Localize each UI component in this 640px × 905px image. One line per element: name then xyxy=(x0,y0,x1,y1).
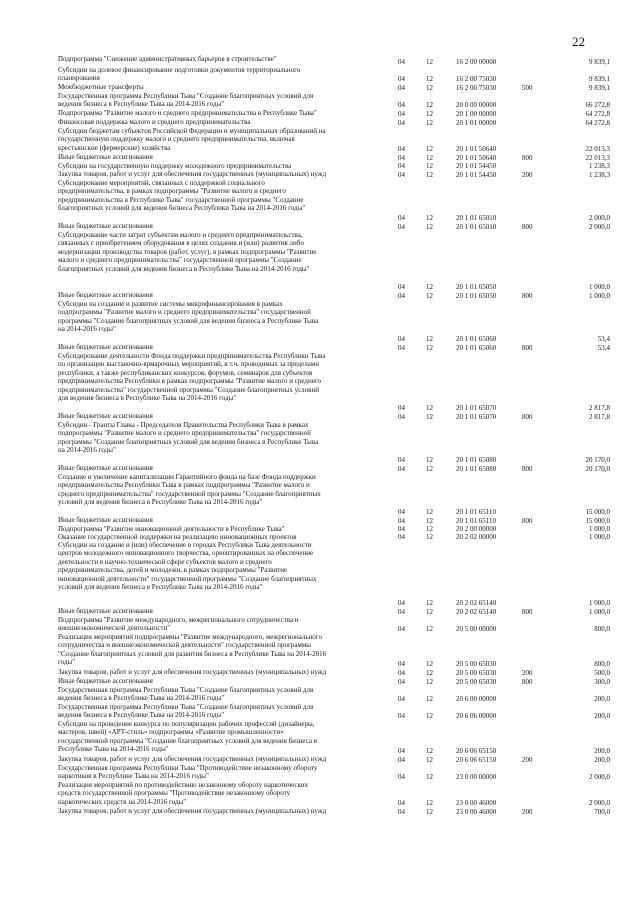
target-article-code: 20 1 01 65050 xyxy=(456,291,497,300)
table-row xyxy=(0,686,640,703)
amount: 22 013,3 xyxy=(585,153,610,162)
section-code: 12 xyxy=(426,455,433,464)
amount: 200,0 xyxy=(594,711,610,720)
amount: 2 000,0 xyxy=(589,222,610,231)
amount: 15 000,0 xyxy=(585,516,610,525)
target-article-code: 20 1 01 65080 xyxy=(456,455,497,464)
amount: 20 170,0 xyxy=(585,464,610,473)
target-article-code: 20 1 01 65010 xyxy=(456,213,497,222)
amount: 800,0 xyxy=(594,659,610,668)
section-code: 12 xyxy=(426,516,433,525)
amount: 1 000,0 xyxy=(589,607,610,616)
row-description: Государственная программа Республики Тыва "Создание благоприятных условий для ведения бизнеса в Республике Тыва на 2014-2016 годы" xyxy=(58,686,314,703)
target-article-code: 20 5 00 65030 xyxy=(456,659,497,668)
row-description: Иные бюджетные ассигнования xyxy=(58,291,153,299)
section-code: 12 xyxy=(426,109,433,118)
target-article-code: 20 1 01 65060 xyxy=(456,334,497,343)
target-article-code: 20 1 01 65060 xyxy=(456,343,497,352)
row-description: Субсидии на проведение конкурса по популяризации рабочих профессий (дизайнеры, мастеров, швей) «АРТ-стиль» подпрограммы «Развитие промышленности» государственной программы "Создание благоприятных условий для ведения бизнеса в Республике Тыва на 2014-2016 годы" xyxy=(58,720,318,754)
section-code: 12 xyxy=(426,57,433,66)
section-code: 12 xyxy=(426,507,433,516)
section-code: 12 xyxy=(426,412,433,421)
expense-type-code: 200 xyxy=(522,170,533,179)
amount: 53,4 xyxy=(597,343,610,352)
target-article-code: 20 6 06 65150 xyxy=(456,746,497,755)
section-code: 12 xyxy=(426,524,433,533)
section-code: 12 xyxy=(426,153,433,162)
table-row xyxy=(0,464,640,473)
row-description: Закупка товаров, работ и услуг для обеспечения государственных (муниципальных) нужд xyxy=(58,755,327,763)
ved-code: 04 xyxy=(398,144,405,153)
ved-code: 04 xyxy=(398,100,405,109)
expense-type-code: 800 xyxy=(522,677,533,686)
target-article-code: 16 2 00 75030 xyxy=(456,74,497,83)
section-code: 12 xyxy=(426,291,433,300)
table-row xyxy=(0,127,640,153)
table-row xyxy=(0,764,640,781)
row-description: Подпрограмма "Развитие международного, межрегионального сотрудничества и внешнеэкономической деятельности" xyxy=(58,616,299,633)
table-row xyxy=(0,92,640,109)
ved-code: 04 xyxy=(398,532,405,541)
target-article-code: 20 2 02 65140 xyxy=(456,598,497,607)
ved-code: 04 xyxy=(398,282,405,291)
target-article-code: 20 2 02 65140 xyxy=(456,607,497,616)
ved-code: 04 xyxy=(398,455,405,464)
ved-code: 04 xyxy=(398,711,405,720)
table-row xyxy=(0,633,640,668)
amount: 1 238,3 xyxy=(589,161,610,170)
target-article-code: 20 1 01 65050 xyxy=(456,282,497,291)
ved-code: 04 xyxy=(398,516,405,525)
ved-code: 04 xyxy=(398,334,405,343)
amount: 15 000,0 xyxy=(585,507,610,516)
ved-code: 04 xyxy=(398,74,405,83)
target-article-code: 20 6 06 00000 xyxy=(456,711,497,720)
section-code: 12 xyxy=(426,598,433,607)
ved-code: 04 xyxy=(398,170,405,179)
amount: 200,0 xyxy=(594,746,610,755)
row-description: Иные бюджетные ассигнования xyxy=(58,607,153,615)
amount: 9 839,1 xyxy=(589,57,610,66)
section-code: 12 xyxy=(426,659,433,668)
target-article-code: 20 2 02 00000 xyxy=(456,532,497,541)
target-article-code: 20 1 01 65070 xyxy=(456,412,497,421)
ved-code: 04 xyxy=(398,694,405,703)
table-row xyxy=(0,616,640,633)
table-row xyxy=(0,170,640,179)
ved-code: 04 xyxy=(398,624,405,633)
row-description: Финансовая поддержка малого и среднего предпринимательства xyxy=(58,118,251,126)
target-article-code: 20 1 01 50640 xyxy=(456,144,497,153)
table-row xyxy=(0,525,640,533)
ved-code: 04 xyxy=(398,57,405,66)
section-code: 12 xyxy=(426,213,433,222)
amount: 1 238,3 xyxy=(589,170,610,179)
row-description: Субсидии на создание и (или) обеспечение в городах Республики Тыва деятельности центров молодежного инновационного творчества, ориентированных на обеспечение деятельности в научно-технической сфере субъектов малого и среднего предпринимательства, детей и молодежи, в рамках подпрограммы "Развитие инновационной деятельности" государственной программы "Создание благоприятных условий для ведения бизнеса в Республике Тыва на 2014-2016 годы" xyxy=(58,541,317,592)
section-code: 12 xyxy=(426,144,433,153)
table-row xyxy=(0,720,640,755)
ved-code: 04 xyxy=(398,412,405,421)
amount: 1 000,0 xyxy=(589,532,610,541)
expense-type-code: 800 xyxy=(522,291,533,300)
amount: 800,0 xyxy=(594,624,610,633)
table-row xyxy=(0,541,640,607)
section-code: 12 xyxy=(426,74,433,83)
row-description: Реализация мероприятий по противодействию незаконному обороту наркотических средств государственной программы "Противодействие незаконному обороту наркотических средств на 2014-2016 годы" xyxy=(58,781,309,806)
table-row xyxy=(0,677,640,686)
ved-code: 04 xyxy=(398,598,405,607)
table-row xyxy=(0,222,640,231)
row-description: Межбюджетные трансферты xyxy=(58,83,144,91)
target-article-code: 23 0 00 46000 xyxy=(456,807,497,816)
ved-code: 04 xyxy=(398,161,405,170)
row-description: Иные бюджетные ассигнования xyxy=(58,516,153,524)
ved-code: 04 xyxy=(398,222,405,231)
amount: 1 000,0 xyxy=(589,282,610,291)
row-description: Иные бюджетные ассигнования xyxy=(58,464,153,472)
amount: 300,0 xyxy=(594,677,610,686)
ved-code: 04 xyxy=(398,109,405,118)
table-row xyxy=(0,533,640,541)
table-row xyxy=(0,300,640,343)
row-description: Подпрограмма "Снижение административных барьеров в строительстве" xyxy=(58,55,277,63)
row-description: Закупка товаров, работ и услуг для обеспечения государственных (муниципальных) нужд xyxy=(58,170,327,178)
ved-code: 04 xyxy=(398,607,405,616)
row-description: Иные бюджетные ассигнования xyxy=(58,153,153,161)
section-code: 12 xyxy=(426,161,433,170)
table-row xyxy=(0,668,640,677)
table-row xyxy=(0,118,640,127)
ved-code: 04 xyxy=(398,807,405,816)
table-row xyxy=(0,781,640,807)
target-article-code: 20 5 00 65030 xyxy=(456,668,497,677)
section-code: 12 xyxy=(426,711,433,720)
target-article-code: 16 2 00 75030 xyxy=(456,83,497,92)
row-description: Субсидии - Гранты Главы - Председателя Правительства Республики Тыва в рамках подпрограммы "Развитие малого и среднего предпринимательства" государственной программы "Создание благоприятных условий для ведения бизнеса в Республике Тыва на 2014-2016 годы" xyxy=(58,421,319,455)
target-article-code: 20 6 06 65150 xyxy=(456,755,497,764)
ved-code: 04 xyxy=(398,213,405,222)
table-row xyxy=(0,55,640,66)
section-code: 12 xyxy=(426,772,433,781)
amount: 64 272,8 xyxy=(585,109,610,118)
row-description: Субсидирование мероприятий, связанных с поддержкой социального предпринимательства, в рамках подпрограммы "Развитие малого и среднего предпринимательства в Республике Тыва" государственной программы "Создание благоприятных условий для ведения бизнеса Республики Тыва на 2014-2016 годы" xyxy=(58,179,306,213)
target-article-code: 20 6 00 00000 xyxy=(456,694,497,703)
table-row xyxy=(0,109,640,118)
expense-type-code: 200 xyxy=(522,668,533,677)
table-row xyxy=(0,703,640,720)
target-article-code: 20 0 00 00000 xyxy=(456,100,497,109)
row-description: Субсидии на создание и развитие системы микрофинансирования в рамках подпрограммы "Развитие малого и среднего предпринимательства" государственной программы "Создание благоприятных условий для ведения бизнеса в Республике Тыва на 2014-2016 годы" xyxy=(58,300,319,334)
row-description: Иные бюджетные ассигнования xyxy=(58,222,153,230)
amount: 9 839,1 xyxy=(589,74,610,83)
section-code: 12 xyxy=(426,282,433,291)
section-code: 12 xyxy=(426,755,433,764)
expense-type-code: 800 xyxy=(522,153,533,162)
section-code: 12 xyxy=(426,83,433,92)
amount: 2 000,0 xyxy=(589,213,610,222)
target-article-code: 20 5 00 65030 xyxy=(456,677,497,686)
table-row xyxy=(0,153,640,162)
ved-code: 04 xyxy=(398,668,405,677)
ved-code: 04 xyxy=(398,464,405,473)
row-description: Иные бюджетные ассигнования xyxy=(58,343,153,351)
section-code: 12 xyxy=(426,746,433,755)
amount: 20 170,0 xyxy=(585,455,610,464)
ved-code: 04 xyxy=(398,659,405,668)
expense-type-code: 500 xyxy=(522,83,533,92)
target-article-code: 20 1 00 00000 xyxy=(456,109,497,118)
target-article-code: 20 2 00 00000 xyxy=(456,524,497,533)
ved-code: 04 xyxy=(398,153,405,162)
row-description: Государственная программа Республики Тыва "Создание благоприятных условий для ведения бизнеса в Республике Тыва на 2014-2016 годы" xyxy=(58,703,314,720)
expense-type-code: 200 xyxy=(522,807,533,816)
ved-code: 04 xyxy=(398,524,405,533)
target-article-code: 20 1 01 65110 xyxy=(456,507,496,516)
row-description: Создание и увеличение капитализации Гарантийного фонда на базе Фонда поддержки предпринимательства Республики Тыва в рамках подпрограммы "Развитие малого и среднего предпринимательства" государственной программы "Создание благоприятных условий для ведения бизнеса в Республике Тыва на 2014-2016 годы" xyxy=(58,473,321,507)
expense-type-code: 800 xyxy=(522,607,533,616)
table-row xyxy=(0,66,640,83)
section-code: 12 xyxy=(426,100,433,109)
section-code: 12 xyxy=(426,403,433,412)
section-code: 12 xyxy=(426,170,433,179)
row-description: Подпрограмма "Развитие инновационной деятельности в Республике Тыва" xyxy=(58,525,285,533)
row-description: Иные бюджетные ассигнования xyxy=(58,677,153,685)
amount: 200,0 xyxy=(594,694,610,703)
row-description: Государственная программа Республики Тыва "Создание благоприятных условий для ведения бизнеса в Республике Тыва на 2014-2016 годы" xyxy=(58,92,314,109)
table-row xyxy=(0,291,640,300)
row-description: Государственная программа Республики Тыва "Противодействие незаконному обороту наркотиков в Республике Тыва на 2014-2016 годы" xyxy=(58,764,318,781)
row-description: Субсидии на долевое финансирование подготовки документов территориального планирования xyxy=(58,66,301,83)
amount: 1 000,0 xyxy=(589,598,610,607)
target-article-code: 20 1 01 50640 xyxy=(456,153,497,162)
target-article-code: 20 1 01 65080 xyxy=(456,464,497,473)
table-row xyxy=(0,516,640,525)
target-article-code: 20 1 01 65010 xyxy=(456,222,497,231)
ved-code: 04 xyxy=(398,403,405,412)
ved-code: 04 xyxy=(398,746,405,755)
section-code: 12 xyxy=(426,118,433,127)
amount: 9 839,1 xyxy=(589,83,610,92)
expense-type-code: 200 xyxy=(522,755,533,764)
row-description: Субсидирование части затрат субъектам малого и среднего предпринимательства, связанных с приобретением оборудования в целях создания и (или) развития либо модернизации производства товаров (работ, услуг), в рамках подпрограммы "Развитие малого и среднего предпринимательства" государственной программы "Создание благоприятных условий для ведения бизнеса в Республике Тыва на 2014-2016 годы" xyxy=(58,231,317,273)
table-row xyxy=(0,807,640,816)
ved-code: 04 xyxy=(398,507,405,516)
ved-code: 04 xyxy=(398,677,405,686)
target-article-code: 20 1 01 65070 xyxy=(456,403,497,412)
section-code: 12 xyxy=(426,343,433,352)
amount: 53,4 xyxy=(597,334,610,343)
amount: 1 000,0 xyxy=(589,291,610,300)
table-row xyxy=(0,473,640,516)
amount: 700,0 xyxy=(594,807,610,816)
table-row xyxy=(0,352,640,412)
table-row xyxy=(0,162,640,170)
section-code: 12 xyxy=(426,464,433,473)
target-article-code: 23 0 00 46000 xyxy=(456,798,497,807)
target-article-code: 20 5 00 00000 xyxy=(456,624,497,633)
ved-code: 04 xyxy=(398,291,405,300)
ved-code: 04 xyxy=(398,755,405,764)
table-row xyxy=(0,421,640,464)
table-row xyxy=(0,755,640,764)
row-description: Субсидии бюджетам субъектов Российской Федерации и муниципальных образований на государственную поддержку малого и среднего предпринимательства, включая крестьянские (фермерские) хозяйства xyxy=(58,127,326,152)
table-row xyxy=(0,83,640,92)
ved-code: 04 xyxy=(398,798,405,807)
target-article-code: 20 1 01 54450 xyxy=(456,161,497,170)
row-description: Оказание государственной поддержки на реализацию инновационных проектов xyxy=(58,533,297,541)
ved-code: 04 xyxy=(398,772,405,781)
target-article-code: 20 1 01 65110 xyxy=(456,516,496,525)
row-description: Реализация мероприятий подпрограммы "Развитие международного, межрегионального сотрудничества и внешнеэкономической деятельности" государственной программы "Создание благоприятных условий для развития бизнеса в Республике Тыва на 2014-2016 годы" xyxy=(58,633,327,667)
row-description: Иные бюджетные ассигнования xyxy=(58,412,153,420)
section-code: 12 xyxy=(426,334,433,343)
page-number: 22 xyxy=(572,34,585,49)
row-description: Субсидирование деятельности Фонда поддержки предпринимательства Республики Тыва по организации выставочно-ярмарочных мероприятий, в т.ч. проводимых за пределами республики, а также республиканских конкурсов, форумов, семинаров для субъектов предпринимательства Республики в рамках подпрограммы "Развитие малого и среднего предпринимательства" государственной программы "Создание благоприятных условий для ведения бизнеса в Республике Тыва на 2014-2016 годы" xyxy=(58,352,326,403)
row-description: Подпрограмма "Развитие малого и среднего предпринимательства в Республике Тыва" xyxy=(58,109,317,117)
amount: 22 013,3 xyxy=(585,144,610,153)
table-row xyxy=(0,412,640,421)
table-row xyxy=(0,179,640,222)
budget-table xyxy=(0,55,640,816)
section-code: 12 xyxy=(426,607,433,616)
target-article-code: 20 1 01 00000 xyxy=(456,118,497,127)
table-row xyxy=(0,231,640,291)
expense-type-code: 800 xyxy=(522,464,533,473)
target-article-code: 16 2 00 00000 xyxy=(456,57,497,66)
amount: 2 000,0 xyxy=(589,772,610,781)
row-description: Закупка товаров, работ и услуг для обеспечения государственных (муниципальных) нужд xyxy=(58,807,327,815)
expense-type-code: 800 xyxy=(522,516,533,525)
section-code: 12 xyxy=(426,677,433,686)
amount: 2 817,8 xyxy=(589,412,610,421)
section-code: 12 xyxy=(426,668,433,677)
ved-code: 04 xyxy=(398,83,405,92)
section-code: 12 xyxy=(426,798,433,807)
amount: 500,0 xyxy=(594,668,610,677)
section-code: 12 xyxy=(426,222,433,231)
expense-type-code: 800 xyxy=(522,343,533,352)
table-row xyxy=(0,607,640,616)
ved-code: 04 xyxy=(398,118,405,127)
expense-type-code: 800 xyxy=(522,412,533,421)
expense-type-code: 800 xyxy=(522,222,533,231)
amount: 1 000,0 xyxy=(589,524,610,533)
amount: 66 272,8 xyxy=(585,100,610,109)
section-code: 12 xyxy=(426,807,433,816)
row-description: Закупка товаров, работ и услуг для обеспечения государственных (муниципальных) нужд xyxy=(58,668,327,676)
amount: 64 272,8 xyxy=(585,118,610,127)
target-article-code: 23 0 00 00000 xyxy=(456,772,497,781)
section-code: 12 xyxy=(426,694,433,703)
target-article-code: 20 1 01 54450 xyxy=(456,170,497,179)
amount: 200,0 xyxy=(594,755,610,764)
ved-code: 04 xyxy=(398,343,405,352)
table-row xyxy=(0,343,640,352)
section-code: 12 xyxy=(426,624,433,633)
amount: 2 817,8 xyxy=(589,403,610,412)
row-description: Субсидии на государственную поддержку молодежного предпринимательства xyxy=(58,162,292,170)
amount: 2 000,0 xyxy=(589,798,610,807)
section-code: 12 xyxy=(426,532,433,541)
